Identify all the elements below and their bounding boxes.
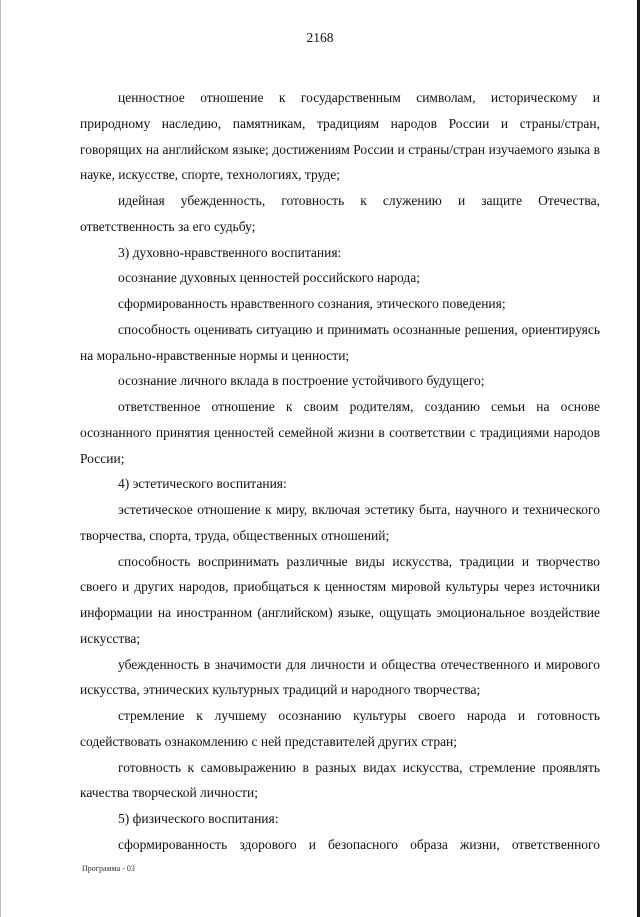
- paragraph: осознание духовных ценностей российского народа;: [118, 270, 420, 286]
- paragraph: сформированность здорового и безопасного образа жизни, ответственного: [118, 836, 600, 852]
- paragraph: убежденность в значимости для личности и общества отечественного и мирового искусства, этнических культурных традиций и народного творчества;: [80, 656, 600, 698]
- section-heading: 3) духовно-нравственного воспитания:: [118, 244, 342, 260]
- paragraph: ответственное отношение к своим родителям, созданию семьи на основе осознанного принятия ценностей семейной жизни в соответствии с традициями народов России;: [80, 399, 600, 466]
- paragraph: ценностное отношение к государственным символам, историческому и природному наследию, памятникам, традициям народов России и страны/стран, говорящих на английском языке; достижениям России и страны/стран изучаемого языка в науке, искусстве, спорте, технологиях, труде;: [80, 90, 600, 183]
- paragraph: стремление к лучшему осознанию культуры своего народа и готовность содействовать ознакомлению с ней представителей других стран;: [80, 708, 600, 749]
- section-heading: 4) эстетического воспитания:: [118, 476, 287, 492]
- paragraph: эстетическое отношение к миру, включая эстетику быта, научного и технического творчества, спорта, труда, общественных отношений;: [80, 502, 600, 543]
- paragraph: способность воспринимать различные виды искусства, традиции и творчество своего и других народов, приобщаться к ценностям мировой культуры через источники информации на иностранном (английском) языке, ощущать эмоциональное воздействие искусства;: [80, 553, 600, 646]
- section-heading: 5) физического воспитания:: [118, 811, 279, 826]
- footer-note: Программа - 03: [82, 864, 135, 873]
- paragraph: сформированность нравственного сознания, этического поведения;: [118, 296, 506, 311]
- paragraph: готовность к самовыражению в разных видах искусства, стремление проявлять качества творческой личности;: [80, 759, 600, 801]
- page-number: 2168: [306, 30, 334, 45]
- paragraph: осознание личного вклада в построение устойчивого будущего;: [118, 373, 485, 389]
- paragraph: идейная убежденность, готовность к служению и защите Отечества, ответственность за его судьбу;: [80, 193, 600, 234]
- page-left-edge: [0, 0, 1, 917]
- paragraph: способность оценивать ситуацию и принимать осознанные решения, ориентируясь на морально-нравственные нормы и ценности;: [80, 321, 600, 363]
- document-body: [80, 85, 600, 858]
